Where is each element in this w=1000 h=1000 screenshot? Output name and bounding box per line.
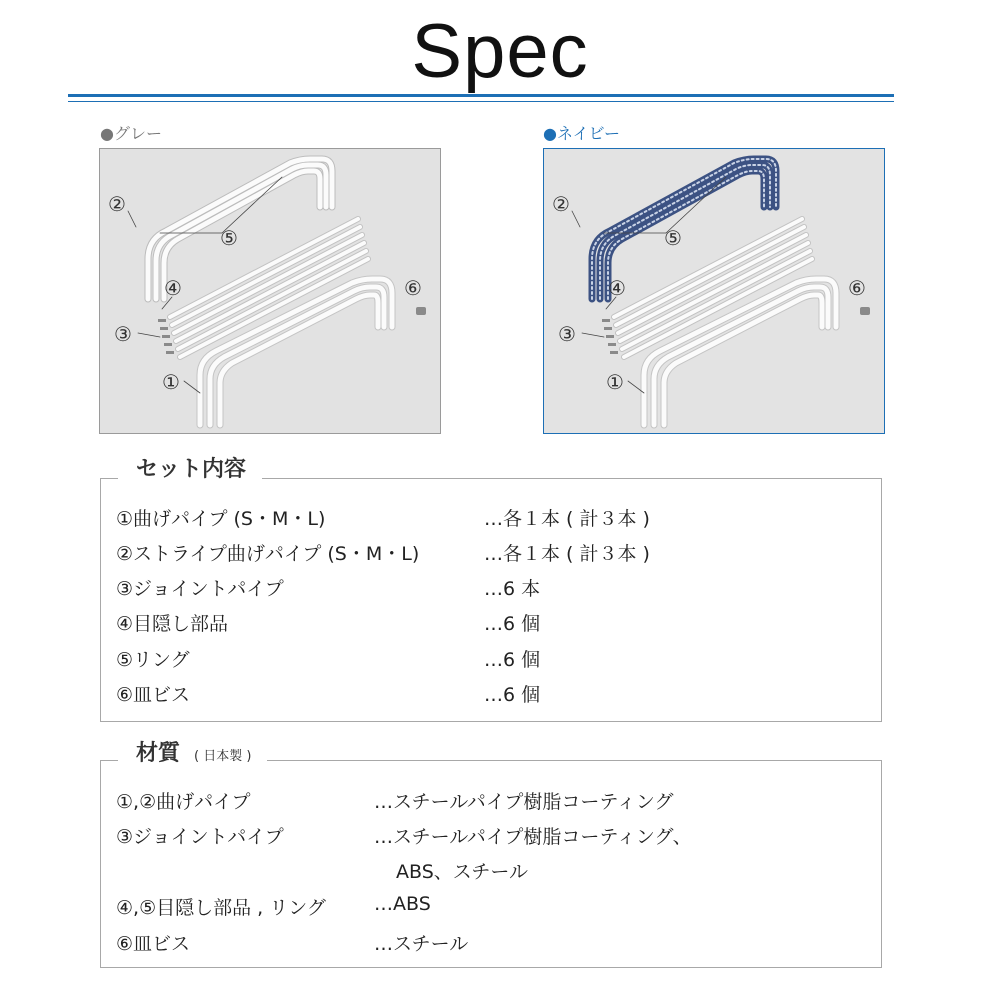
set-item-qty: …6 個 xyxy=(484,649,541,671)
material-item-name: ④,⑤目隠し部品 , リング xyxy=(116,897,326,919)
title-rule-thin xyxy=(68,101,894,102)
callout-2: ② xyxy=(552,192,570,216)
material-item-name: ⑥皿ビス xyxy=(116,933,191,955)
material-item-name: ①,②曲げパイプ xyxy=(116,791,251,813)
material-origin: ( 日本製 ) xyxy=(194,749,252,764)
callout-1: ① xyxy=(606,370,624,394)
set-item-qty: …6 個 xyxy=(484,684,541,706)
material-item-desc: …ABS xyxy=(374,893,431,915)
set-item-qty: …6 個 xyxy=(484,613,541,635)
gray-caption: ●グレー xyxy=(100,124,162,143)
callout-5: ⑤ xyxy=(220,226,238,250)
callout-3: ③ xyxy=(558,322,576,346)
title-rule xyxy=(68,94,894,97)
set-item-name: ①曲げパイプ (S・M・L) xyxy=(116,508,326,530)
callout-3: ③ xyxy=(114,322,132,346)
callout-1: ① xyxy=(162,370,180,394)
set-item-name: ②ストライプ曲げパイプ (S・M・L) xyxy=(116,543,420,565)
set-contents-heading: セット内容 xyxy=(118,452,262,483)
navy-product-photo xyxy=(543,148,885,434)
callout-4: ④ xyxy=(164,276,182,300)
material-item-desc: …スチールパイプ樹脂コーティング xyxy=(374,791,674,813)
set-item-name: ④目隠し部品 xyxy=(116,613,229,635)
set-item-name: ③ジョイントパイプ xyxy=(116,578,284,600)
callout-2: ② xyxy=(108,192,126,216)
set-item-qty: …各１本 ( 計３本 ) xyxy=(484,508,650,530)
set-item-name: ⑥皿ビス xyxy=(116,684,191,706)
callout-6: ⑥ xyxy=(404,276,422,300)
callout-6: ⑥ xyxy=(848,276,866,300)
navy-caption: ●ネイビー xyxy=(543,124,621,143)
set-item-qty: …各１本 ( 計３本 ) xyxy=(484,543,650,565)
material-item-name: ③ジョイントパイプ xyxy=(116,826,284,848)
set-item-name: ⑤リング xyxy=(116,649,190,671)
callout-4: ④ xyxy=(608,276,626,300)
material-title: 材質 xyxy=(136,741,181,766)
material-item-desc: …スチール xyxy=(374,933,469,955)
page-title: Spec xyxy=(411,9,589,94)
material-item-desc: …スチールパイプ樹脂コーティング、 xyxy=(374,826,692,848)
material-item-desc-cont: ABS、スチール xyxy=(396,861,528,883)
set-item-qty: …6 本 xyxy=(484,578,541,600)
callout-5: ⑤ xyxy=(664,226,682,250)
gray-product-photo xyxy=(99,148,441,434)
material-heading xyxy=(118,736,267,767)
